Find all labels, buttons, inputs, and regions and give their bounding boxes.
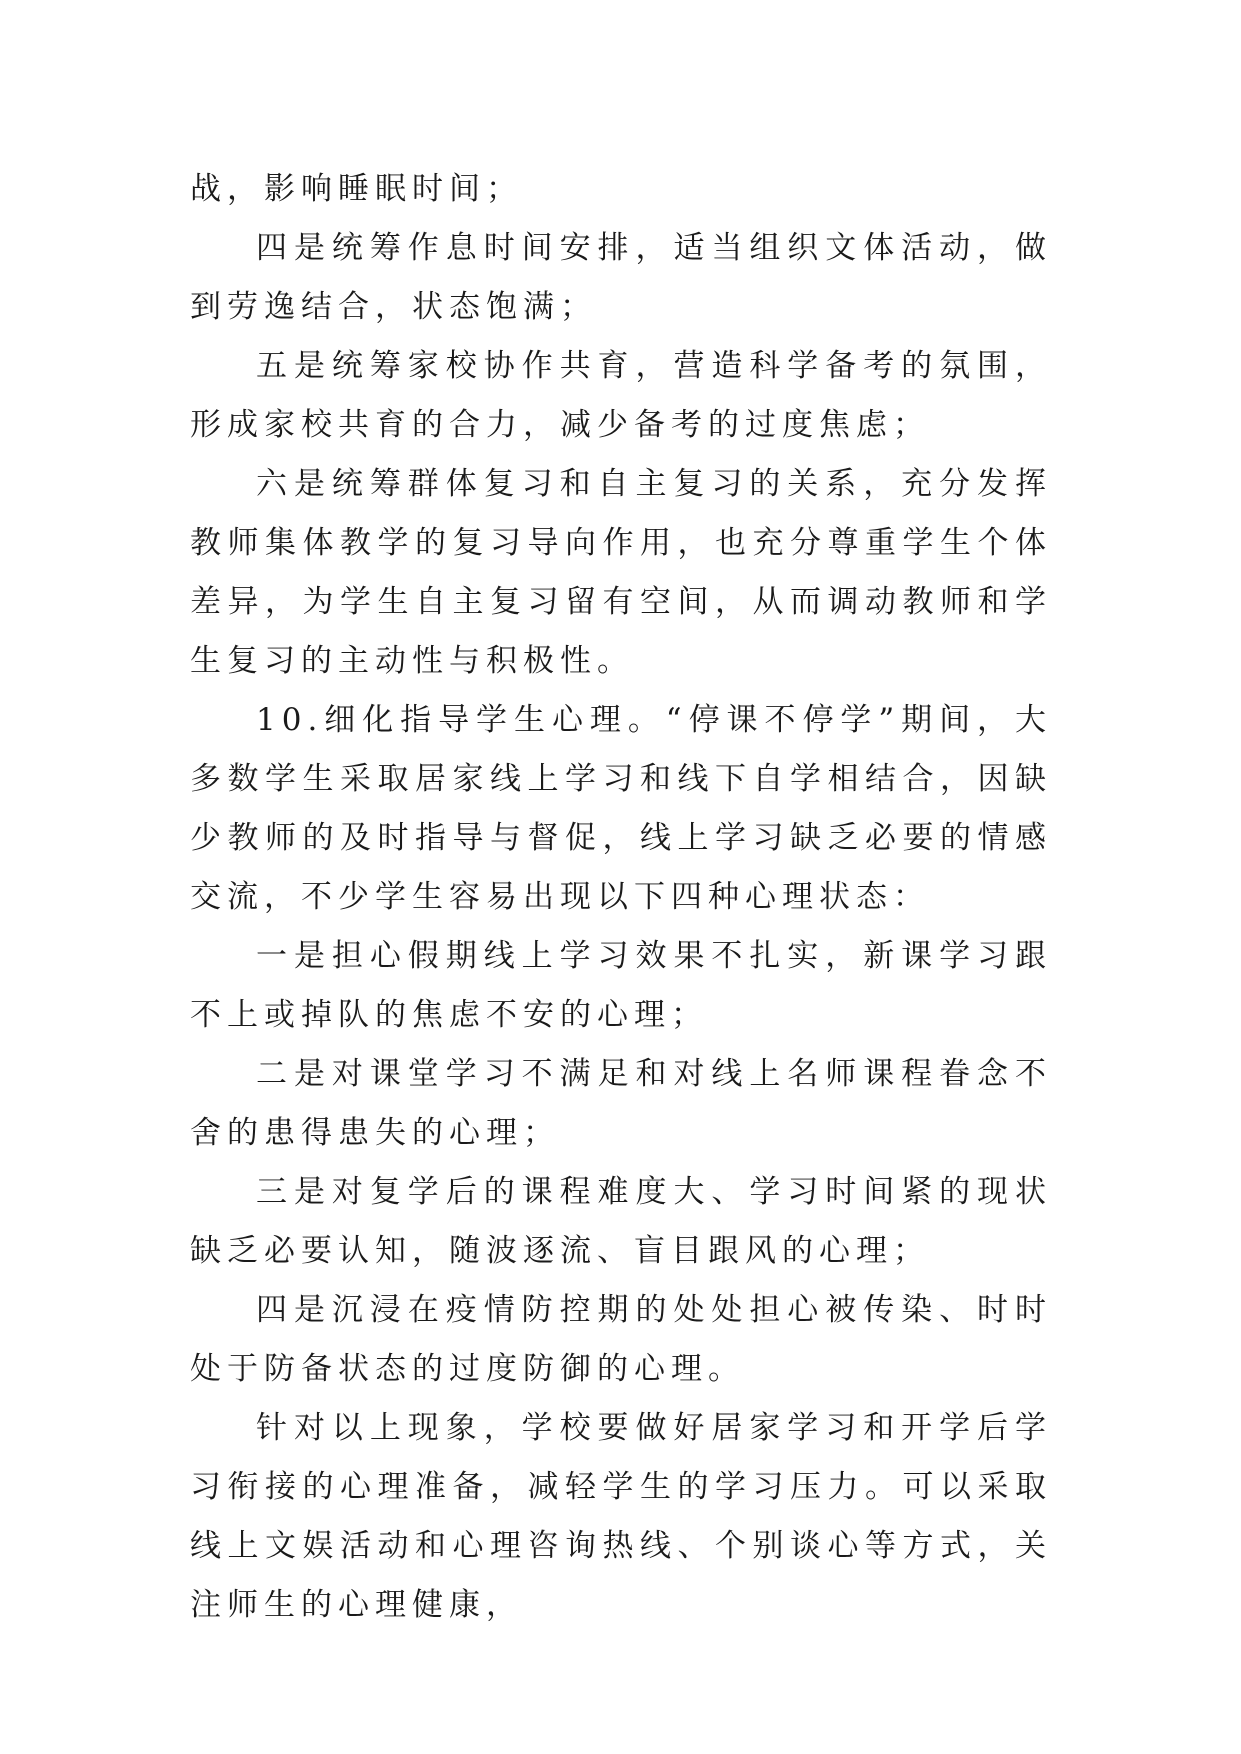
paragraph-state-two: 二是对课堂学习不满足和对线上名师课程眷念不舍的患得患失的心理； <box>190 1056 1052 1151</box>
paragraph-state-four: 四是沉浸在疫情防控期的处处担心被传染、时时处于防备状态的过度防御的心理。 <box>190 1292 1052 1387</box>
document-body <box>190 160 1052 1635</box>
paragraph-section-10: 10.细化指导学生心理。“停课不停学”期间，大多数学生采取居家线上学习和线下自学相结合，因缺少教师的及时指导与督促，线上学习缺乏必要的情感交流，不少学生容易出现以下四种心理状态： <box>190 702 1052 915</box>
paragraph-continuation: 战，影响睡眠时间； <box>190 171 523 207</box>
paragraph-item-four: 四是统筹作息时间安排，适当组织文体活动，做到劳逸结合，状态饱满； <box>190 230 1052 325</box>
paragraph-response: 针对以上现象，学校要做好居家学习和开学后学习衔接的心理准备，减轻学生的学习压力。可以采取线上文娱活动和心理咨询热线、个别谈心等方式，关注师生的心理健康， <box>190 1410 1052 1623</box>
paragraph-state-one: 一是担心假期线上学习效果不扎实，新课学习跟不上或掉队的焦虑不安的心理； <box>190 938 1052 1033</box>
paragraph-item-six: 六是统筹群体复习和自主复习的关系，充分发挥教师集体教学的复习导向作用，也充分尊重学生个体差异，为学生自主复习留有空间，从而调动教师和学生复习的主动性与积极性。 <box>190 466 1052 679</box>
paragraph-item-five: 五是统筹家校协作共育，营造科学备考的氛围，形成家校共育的合力，减少备考的过度焦虑； <box>190 348 1052 443</box>
paragraph-state-three: 三是对复学后的课程难度大、学习时间紧的现状缺乏必要认知，随波逐流、盲目跟风的心理； <box>190 1174 1052 1269</box>
